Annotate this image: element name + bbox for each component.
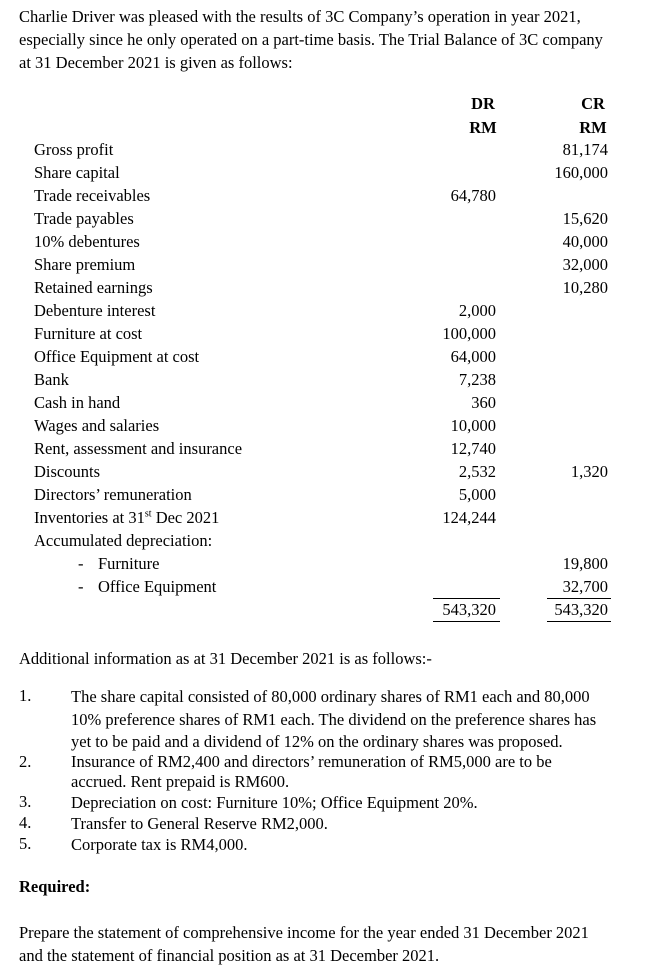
item-line: The share capital consisted of 80,000 ordinary shares of RM1 each and 80,000 <box>71 687 590 706</box>
intro-line: at 31 December 2021 is given as follows: <box>19 53 293 72</box>
row-label: Share premium <box>34 255 136 274</box>
row-dr-value: 64,780 <box>450 186 496 205</box>
item-line: 10% preference shares of RM1 each. The dividend on the preference shares has <box>71 709 597 729</box>
dr-header-label: DR <box>471 94 495 113</box>
intro-line: especially since he only operated on a part-time basis. The Trial Balance of 3C company <box>19 30 603 49</box>
item-number: 2. <box>19 752 32 771</box>
total-cr-value: 543,320 <box>554 600 608 619</box>
row-cr-value: 32,000 <box>562 255 608 274</box>
item-line: accrued. Rent prepaid is RM600. <box>71 772 290 791</box>
subrow-cr-value: 32,700 <box>562 577 608 596</box>
intro-line: Charlie Driver was pleased with the results of 3C Company’s operation in year 2021, <box>19 7 581 26</box>
row-dr-value: 12,740 <box>450 439 496 458</box>
row-label-superscript: st <box>144 508 152 520</box>
row-label: Discounts <box>34 462 100 481</box>
dr-total-rule <box>433 621 500 622</box>
subrow-label-text: Furniture <box>98 554 160 573</box>
subrow-label <box>78 577 216 597</box>
subrow-cr-value: 19,800 <box>562 554 608 573</box>
row-cr-value: 10,280 <box>562 278 608 297</box>
row-dr-value: 7,238 <box>458 370 496 389</box>
row-dr-value: 64,000 <box>450 347 496 366</box>
row-label: Retained earnings <box>34 278 153 297</box>
item-line: Transfer to General Reserve RM2,000. <box>71 814 328 833</box>
list-item <box>71 752 627 792</box>
list-item <box>71 686 627 754</box>
cr-header-unit: RM <box>579 118 607 137</box>
row-label: 10% debentures <box>34 232 140 251</box>
row-label: Share capital <box>34 163 120 182</box>
item-number: 5. <box>19 834 32 853</box>
row-label: Gross profit <box>34 140 114 159</box>
row-label: Accumulated depreciation: <box>34 531 213 550</box>
row-dr-value: 2,532 <box>458 462 496 481</box>
row-cr-value: 40,000 <box>562 232 608 251</box>
row-label <box>34 508 219 528</box>
item-number: 1. <box>19 686 32 705</box>
additional-info-heading: Additional information as at 31 December 2021 is as follows:- <box>19 649 432 668</box>
row-label: Trade receivables <box>34 186 151 205</box>
row-label: Bank <box>34 370 69 389</box>
dr-header-unit: RM <box>469 118 497 137</box>
item-line: yet to be paid and a dividend of 12% on the ordinary shares was proposed. <box>71 732 563 751</box>
list-item <box>71 792 627 815</box>
required-text <box>19 921 631 967</box>
row-cr-value: 15,620 <box>562 209 608 228</box>
cr-total-rule <box>547 621 611 622</box>
row-dr-value: 124,244 <box>442 508 496 527</box>
row-dr-value: 360 <box>471 393 496 412</box>
subrow-label <box>78 554 159 574</box>
intro-paragraph <box>19 5 631 74</box>
item-number: 3. <box>19 792 32 811</box>
row-label: Rent, assessment and insurance <box>34 439 243 458</box>
row-label-text: Inventories at 31 <box>34 508 145 527</box>
row-label: Debenture interest <box>34 301 156 320</box>
row-dr-value: 100,000 <box>442 324 496 343</box>
row-label: Directors’ remuneration <box>34 485 192 504</box>
row-label: Furniture at cost <box>34 324 143 343</box>
subrow-dash: - <box>78 577 84 596</box>
required-heading: Required: <box>19 877 91 896</box>
cr-header-label: CR <box>581 94 605 113</box>
dr-column-header <box>453 92 513 140</box>
row-dr-value: 2,000 <box>458 301 496 320</box>
required-line: Prepare the statement of comprehensive income for the year ended 31 December 2021 <box>19 923 589 942</box>
row-cr-value: 1,320 <box>570 462 608 481</box>
row-dr-value: 10,000 <box>450 416 496 435</box>
list-item <box>71 834 627 857</box>
item-line: Insurance of RM2,400 and directors’ remuneration of RM5,000 are to be <box>71 752 552 771</box>
row-cr-value: 160,000 <box>554 163 608 182</box>
cr-column-header <box>563 92 623 140</box>
row-label: Wages and salaries <box>34 416 160 435</box>
row-label-text: Dec 2021 <box>151 508 220 527</box>
row-label: Trade payables <box>34 209 134 228</box>
item-number: 4. <box>19 813 32 832</box>
total-dr-value: 543,320 <box>442 600 496 619</box>
subrow-label-text: Office Equipment <box>98 577 217 596</box>
row-cr-value: 81,174 <box>562 140 608 159</box>
row-label: Cash in hand <box>34 393 121 412</box>
subrow-dash: - <box>78 554 84 573</box>
list-item <box>71 813 627 836</box>
item-line: Depreciation on cost: Furniture 10%; Office Equipment 20%. <box>71 793 478 812</box>
row-dr-value: 5,000 <box>458 485 496 504</box>
cr-subtotal-rule <box>547 598 611 599</box>
required-line: and the statement of financial position as at 31 December 2021. <box>19 946 440 965</box>
item-line: Corporate tax is RM4,000. <box>71 835 248 854</box>
dr-subtotal-rule <box>433 598 500 599</box>
row-label: Office Equipment at cost <box>34 347 200 366</box>
